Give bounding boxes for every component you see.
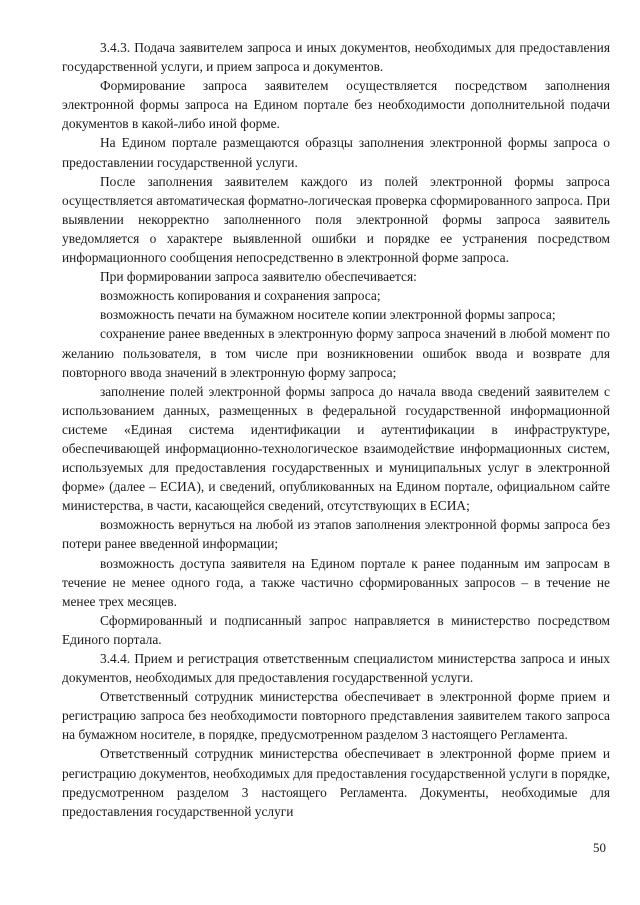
document-body: [62, 38, 610, 821]
paragraph-3-4-3-heading: 3.4.3. Подача заявителем запроса и иных документов, необходимых для предоставления государственной услуги, и прием запроса и документов.: [62, 40, 610, 75]
list-item: возможность печати на бумажном носителе копии электронной формы запроса;: [100, 307, 556, 323]
paragraph: Ответственный сотрудник министерства обеспечивает в электронной форме прием и регистрацию документов, необходимых для предоставления государственной услуги в порядке, предусмотренном разделом 3 настоящего Регламента. Документы, необходимые для предоставления государственной услуги: [62, 746, 610, 819]
list-item: заполнение полей электронной формы запроса до начала ввода сведений заявителем с использованием данных, размещенных в федеральной государственной информационной системе «Единая система идентификации и аутентификации в инфраструктуре, обеспечивающей информационно-технологическое взаимодействие информационных систем, используемых для предоставления государственных и муниципальных услуг в электронной форме» (далее – ЕСИА), и сведений, опубликованных на Едином портале, официальном сайте министерства, в части, касающейся сведений, отсутствующих в ЕСИА;: [62, 383, 610, 514]
list-item: возможность доступа заявителя на Едином портале к ранее поданным им запросам в течение не менее одного года, а также частично сформированных запросов – в течение не менее трех месяцев.: [62, 555, 610, 609]
list-item: сохранение ранее введенных в электронную форму запроса значений в любой момент по желанию пользователя, в том числе при возникновении ошибок ввода и возврате для повторного ввода значений в электронную форму запроса;: [62, 326, 610, 380]
paragraph: При формировании запроса заявителю обеспечивается:: [100, 269, 417, 285]
list-item: возможность копирования и сохранения запроса;: [100, 288, 381, 304]
page-number: 50: [593, 840, 606, 855]
paragraph: Сформированный и подписанный запрос направляется в министерство посредством Единого портала.: [62, 612, 610, 647]
paragraph: После заполнения заявителем каждого из полей электронной формы запроса осуществляется автоматическая форматно-логическая проверка сформированного запроса. При выявлении некорректно заполненного поля электронной формы запроса заявитель уведомляется о характере выявленной ошибки и порядке ее устранения посредством информационного сообщения непосредственно в электронной форме запроса.: [62, 173, 610, 266]
list-item: возможность вернуться на любой из этапов заполнения электронной формы запроса без потери ранее введенной информации;: [62, 517, 610, 552]
paragraph: На Едином портале размещаются образцы заполнения электронной формы запроса о предоставлении государственной услуги.: [62, 135, 610, 170]
paragraph-3-4-4-heading: 3.4.4. Прием и регистрация ответственным специалистом министерства запроса и иных документов, необходимых для предоставления государственной услуги.: [62, 651, 610, 686]
paragraph: Формирование запроса заявителем осуществляется посредством заполнения электронной формы запроса на Едином портале без необходимости дополнительной подачи документов в какой-либо иной форме.: [62, 78, 610, 132]
paragraph: Ответственный сотрудник министерства обеспечивает в электронной форме прием и регистрацию запроса без необходимости повторного представления заявителем такого запроса на бумажном носителе, в порядке, предусмотренном разделом 3 настоящего Регламента.: [62, 689, 610, 743]
